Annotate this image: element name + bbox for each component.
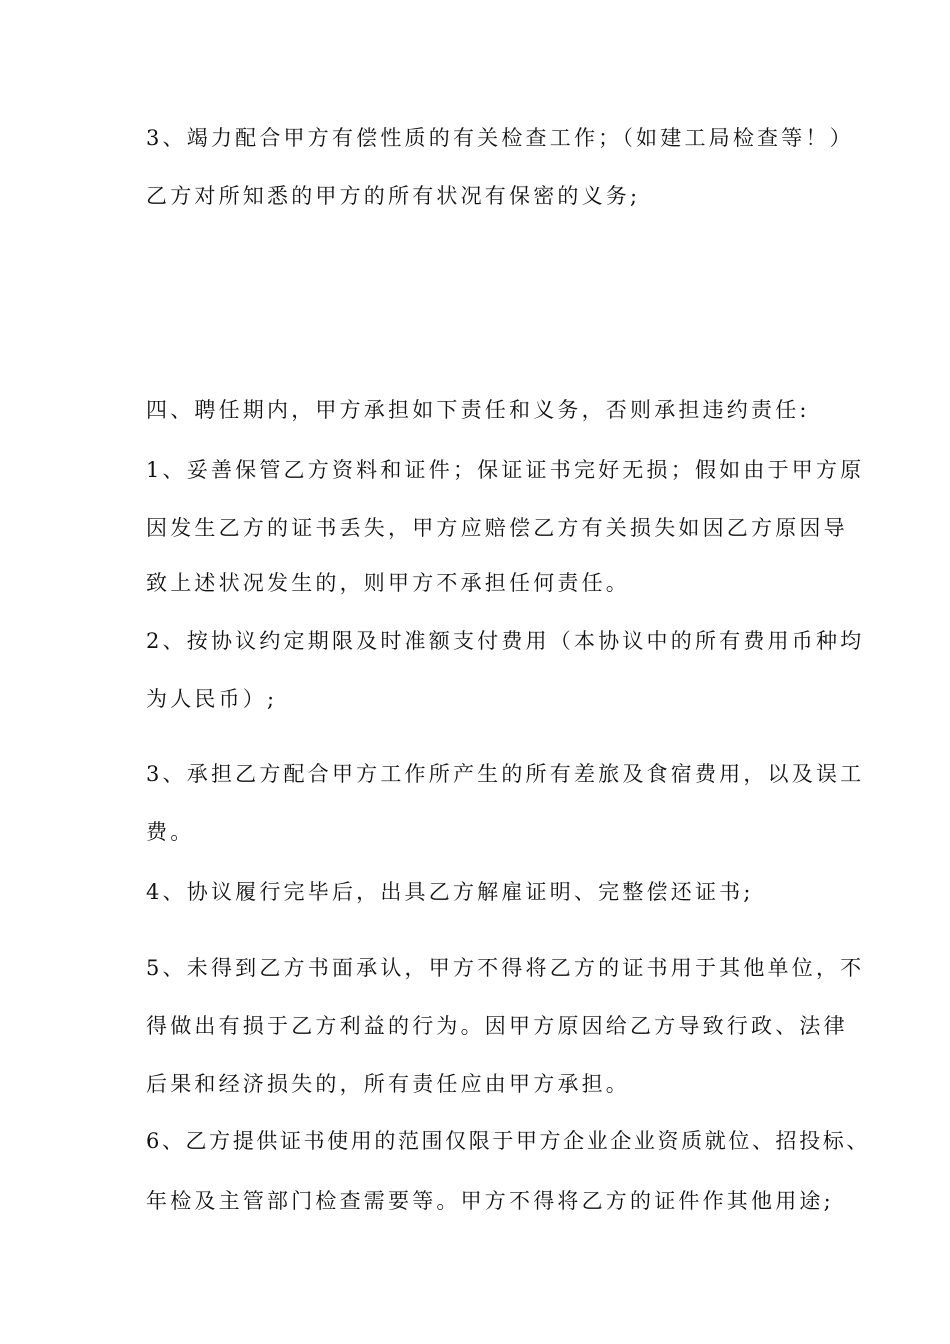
clause-3-line-2: 费。: [146, 820, 195, 844]
section-4-heading: 四、聘任期内，甲方承担如下责任和义务，否则承担违约责任:: [146, 398, 810, 422]
clause-1-line-1: 1、妥善保管乙方资料和证件；保证证书完好无损；假如由于甲方原: [146, 458, 865, 482]
clause-2-line-2: 为人民币）;: [146, 687, 278, 711]
clause-6-line-1: 6、乙方提供证书使用的范围仅限于甲方企业企业资质就位、招投标、: [146, 1129, 870, 1153]
clause-5-line-1: 5、未得到乙方书面承认，甲方不得将乙方的证书用于其他单位，不: [146, 956, 865, 980]
clause-1-line-2: 因发生乙方的证书丢失，甲方应赔偿乙方有关损失如因乙方原因导: [146, 516, 848, 540]
clause-4: 4、协议履行完毕后，出具乙方解雇证明、完整偿还证书;: [146, 880, 754, 904]
clause-2-line-1: 2、按协议约定期限及时准额支付费用（本协议中的所有费用币种均: [146, 629, 865, 653]
confidentiality-obligation: 乙方对所知悉的甲方的所有状况有保密的义务;: [146, 184, 641, 208]
clause-5-line-2: 得做出有损于乙方利益的行为。因甲方原因给乙方导致行政、法律: [146, 1014, 848, 1038]
clause-5-line-3: 后果和经济损失的，所有责任应由甲方承担。: [146, 1072, 630, 1096]
clause-6-line-2: 年检及主管部门检查需要等。甲方不得将乙方的证件作其他用途;: [146, 1189, 834, 1213]
clause-3-cooperate-inspection: 3、竭力配合甲方有偿性质的有关检查工作；（如建工局检查等！）: [146, 126, 854, 150]
clause-1-line-3: 致上述状况发生的，则甲方不承担任何责任。: [146, 571, 630, 595]
clause-3-line-1: 3、承担乙方配合甲方工作所产生的所有差旅及食宿费用，以及误工: [146, 762, 865, 786]
